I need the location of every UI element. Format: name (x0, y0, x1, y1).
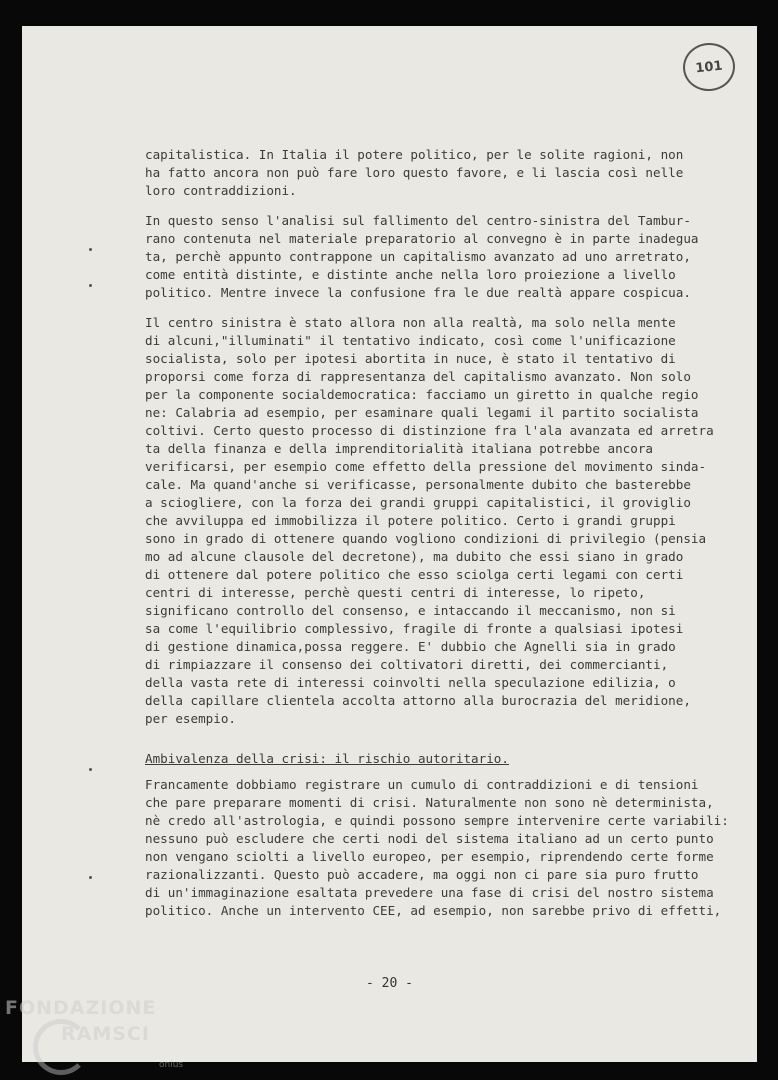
text-line: significano controllo del consenso, e intaccando il meccanismo, non si (145, 603, 676, 618)
text-line: mo ad alcune clausole del decretone), ma dubito che essi siano in grado (145, 549, 684, 564)
paragraph (145, 314, 714, 728)
section-heading: Ambivalenza della crisi: il rischio autoritario. (145, 751, 509, 766)
gramsci-logo-icon (33, 1019, 89, 1075)
text-line: a sciogliere, con la forza dei grandi gruppi capitalistici, il groviglio (145, 495, 691, 510)
text-line: della vasta rete di interessi coinvolti nella speculazione edilizia, o (145, 675, 676, 690)
text-line: Il centro sinistra è stato allora non alla realtà, ma solo nella mente (145, 315, 676, 330)
text-line: di un'immaginazione esaltata prevedere una fase di crisi del nostro sistema (145, 885, 714, 900)
paragraph (145, 776, 729, 920)
text-line: per esempio. (145, 711, 236, 726)
archive-stamp: 101 (681, 40, 738, 93)
text-line: come entità distinte, e distinte anche nella loro proiezione a livello (145, 267, 676, 282)
fondazione-gramsci-watermark (5, 995, 184, 1070)
paragraph (145, 146, 705, 200)
margin-mark (89, 248, 92, 251)
text-line: loro contraddizioni. (145, 183, 297, 198)
text-line: In questo senso l'analisi sul fallimento del centro-sinistra del Tambur- (145, 213, 691, 228)
text-line: non vengano sciolti a livello europeo, per esempio, riprendendo certe forme (145, 849, 714, 864)
text-line: politico. Mentre invece la confusione fra le due realtà appare cospicua. (145, 285, 691, 300)
text-line: di ottenere dal potere politico che esso sciolga certi legami con certi (145, 567, 684, 582)
margin-mark (89, 876, 92, 879)
text-line: proporsi come forza di rappresentanza del capitalismo avanzato. Non solo (145, 369, 691, 384)
margin-mark (89, 768, 92, 771)
text-line: ta, perchè appunto contrappone un capitalismo avanzato ad uno arretrato, (145, 249, 691, 264)
paragraph (145, 212, 705, 302)
text-line: che pare preparare momenti di crisi. Naturalmente non sono nè determinista, (145, 795, 714, 810)
text-line: capitalistica. In Italia il potere politico, per le solite ragioni, non (145, 147, 684, 162)
text-line: ta della finanza e della imprenditorialità italiana potrebbe ancora (145, 441, 653, 456)
watermark-line1: FONDAZIONE (5, 997, 157, 1019)
text-line: per la componente socialdemocratica: facciamo un giretto in qualche regio (145, 387, 699, 402)
text-line: nessuno può escludere che certi nodi del sistema italiano ad un certo punto (145, 831, 714, 846)
text-line: centri di interesse, perchè questi centri di interesse, lo ripeto, (145, 585, 646, 600)
text-line: che avviluppa ed immobilizza il potere politico. Certo i grandi gruppi (145, 513, 676, 528)
page-number: - 20 - (366, 976, 413, 991)
text-line: della capillare clientela accolta attorno alla burocrazia del meridione, (145, 693, 691, 708)
text-line: razionalizzanti. Questo può accadere, ma oggi non ci pare sia puro frutto (145, 867, 699, 882)
text-line: di alcuni,"illuminati" il tentativo indicato, così come l'unificazione (145, 333, 676, 348)
text-line: nè credo all'astrologia, e quindi possono sempre intervenire certe variabili: (145, 813, 729, 828)
body-text (145, 146, 729, 932)
watermark-onlus: onlus (159, 1060, 184, 1070)
text-line: politico. Anche un intervento CEE, ad esempio, non sarebbe privo di effetti, (145, 903, 722, 918)
text-line: ha fatto ancora non può fare loro questo favore, e li lascia così nelle (145, 165, 684, 180)
text-line: di rimpiazzare il consenso dei coltivatori diretti, dei commercianti, (145, 657, 669, 672)
text-line: ne: Calabria ad esempio, per esaminare quali legami il partito socialista (145, 405, 699, 420)
document-page (22, 26, 757, 1062)
text-line: rano contenuta nel materiale preparatorio al convegno è in parte inadegua (145, 231, 699, 246)
text-line: di gestione dinamica,possa reggere. E' dubbio che Agnelli sia in grado (145, 639, 676, 654)
margin-mark (89, 284, 92, 287)
text-line: cale. Ma quand'anche si verificasse, personalmente dubito che basterebbe (145, 477, 691, 492)
paragraphs (145, 146, 714, 728)
text-line: verificarsi, per esempio come effetto della pressione del movimento sinda- (145, 459, 707, 474)
text-line: socialista, solo per ipotesi abortita in nuce, è stato il tentativo di (145, 351, 676, 366)
text-line: sa come l'equilibrio complessivo, fragile di fronte a qualsiasi ipotesi (145, 621, 684, 636)
text-line: sono in grado di ottenere quando vogliono condizioni di privilegio (pensia (145, 531, 707, 546)
watermark-line2: RAMSCI (61, 1023, 150, 1045)
text-line: Francamente dobbiamo registrare un cumulo di contraddizioni e di tensioni (145, 777, 699, 792)
text-line: coltivi. Certo questo processo di distinzione fra l'ala avanzata ed arretra (145, 423, 714, 438)
